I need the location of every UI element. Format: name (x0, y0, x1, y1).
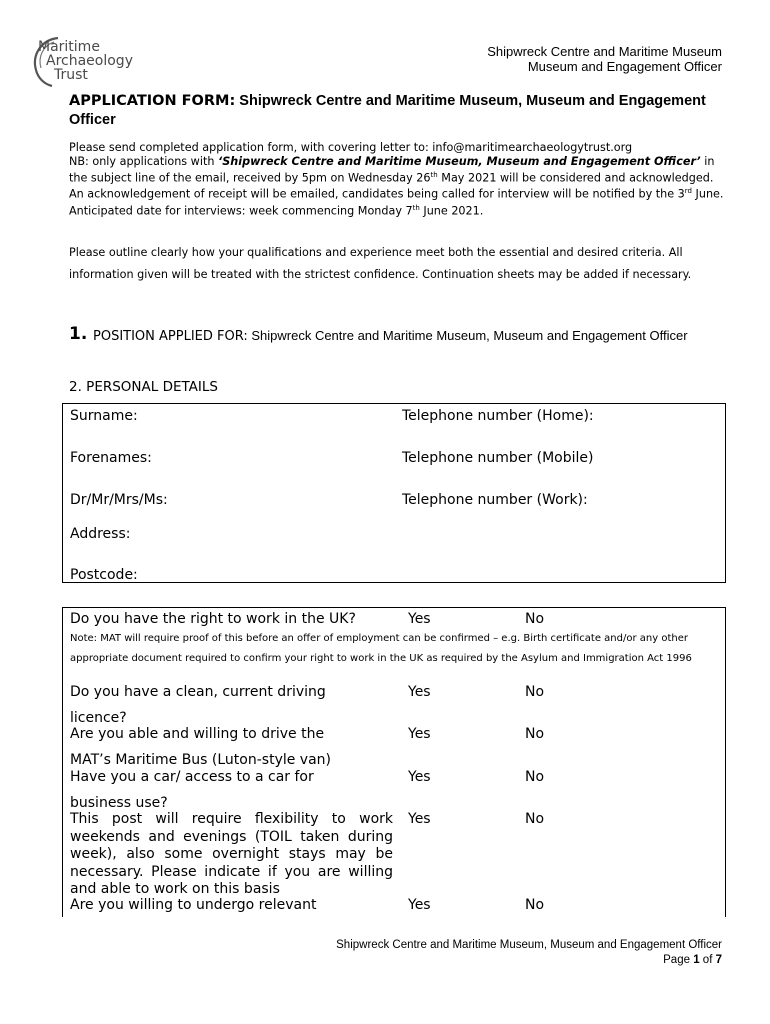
position-label: POSITION APPLIED FOR: (93, 329, 248, 344)
eligibility-questions-box (62, 607, 726, 917)
flexibility-yes[interactable]: Yes (408, 811, 431, 827)
drive-bus-no[interactable]: No (525, 726, 545, 742)
intro-line1: Please send completed application form, with covering letter to: info@maritimearchaeologytrust.org (69, 141, 633, 154)
nb-mid: in the subject line of the email, received by 5pm on Wednesday 26 (69, 154, 715, 185)
title-field[interactable]: Dr/Mr/Mrs/Ms: (70, 492, 168, 508)
page-total: 7 (715, 954, 722, 966)
title-rest: Shipwreck Centre and Maritime Museum, Museum and Engagement Officer (69, 93, 706, 128)
trust-logo (28, 34, 146, 88)
section-personal-title: 2. PERSONAL DETAILS (69, 379, 218, 395)
drive-bus-question-line1: Are you able and willing to drive the (70, 726, 325, 742)
sup-rd: rd (684, 187, 692, 196)
checks-yes[interactable]: Yes (408, 897, 431, 913)
flexibility-question: This post will require flexibility to work weekends and evenings (TOIL taken during week), also some overnight stays may be necessary. Please indicate if you are willing and able to work on this basis (70, 811, 393, 897)
car-access-question-line1: Have you a car/ access to a car for (70, 769, 314, 785)
personal-details-box (62, 403, 726, 583)
page-prefix: Page (663, 954, 694, 966)
car-access-question-line2: business use? (70, 795, 168, 811)
page-current: 1 (693, 954, 700, 966)
logo-text-line3: Trust (54, 67, 88, 83)
driving-licence-question-line1: Do you have a clean, current driving (70, 684, 326, 700)
checks-no[interactable]: No (525, 897, 545, 913)
page-footer (336, 938, 722, 968)
driving-licence-question-line2: licence? (70, 710, 127, 726)
position-applied (93, 327, 733, 345)
section1-number: 1. (69, 324, 88, 344)
logo-text-line1: Maritime (38, 39, 100, 55)
checks-question: Are you willing to undergo relevant (70, 897, 317, 913)
drive-bus-question-line2: MAT’s Maritime Bus (Luton-style van) (70, 752, 332, 768)
intro-nb (69, 155, 725, 218)
nb-mid3: June. Anticipated date for interviews: week commencing Monday 7 (69, 187, 724, 218)
tel-home-field[interactable]: Telephone number (Home): (402, 408, 594, 424)
footer-line1: Shipwreck Centre and Maritime Museum, Museum and Engagement Officer (336, 939, 722, 951)
header-line2: Museum and Engagement Officer (527, 59, 722, 74)
page-number (336, 953, 722, 968)
title-lead: APPLICATION FORM: (69, 93, 236, 109)
address-field[interactable]: Address: (70, 526, 131, 542)
header-line1: Shipwreck Centre and Maritime Museum (487, 44, 722, 59)
form-title (69, 92, 729, 130)
intro-paragraph (69, 141, 725, 218)
right-to-work-note: Note: MAT will require proof of this before an offer of employment can be confirmed – e.g. Birth certificate and/or any other appropriate document required to confirm your right to work in the UK as required by the Asylum and Immigration Act 1996 (70, 633, 692, 664)
forenames-field[interactable]: Forenames: (70, 450, 152, 466)
nb-end: June 2021. (419, 204, 484, 218)
nb-subject: ‘Shipwreck Centre and Maritime Museum, Museum and Engagement Officer’ (217, 154, 701, 168)
surname-field[interactable]: Surname: (70, 408, 138, 424)
car-access-no[interactable]: No (525, 769, 545, 785)
sup-th2: th (412, 203, 420, 212)
postcode-field[interactable]: Postcode: (70, 567, 138, 583)
nb-mid2: May 2021 will be considered and acknowledged. An acknowledgement of receipt will be emailed, candidates being called for interview will be notified by the 3 (69, 171, 714, 201)
driving-licence-yes[interactable]: Yes (408, 684, 431, 700)
car-access-yes[interactable]: Yes (408, 769, 431, 785)
outline-paragraph: Please outline clearly how your qualifications and experience meet both the essential and desired criteria. All information given will be treated with the strictest confidence. Continuation sheets may be added if necessary. (69, 246, 692, 281)
driving-licence-no[interactable]: No (525, 684, 545, 700)
right-to-work-question: Do you have the right to work in the UK? (70, 611, 356, 627)
position-value: Shipwreck Centre and Maritime Museum, Museum and Engagement Officer (247, 328, 688, 343)
right-to-work-no[interactable]: No (525, 611, 545, 627)
sup-th1: th (430, 170, 438, 179)
logo-text-line2: Archaeology (46, 53, 133, 69)
tel-mobile-field[interactable]: Telephone number (Mobile) (402, 450, 594, 466)
right-to-work-yes[interactable]: Yes (408, 611, 431, 627)
drive-bus-yes[interactable]: Yes (408, 726, 431, 742)
flexibility-no[interactable]: No (525, 811, 545, 827)
page-header (487, 44, 722, 74)
nb-prefix: NB: only applications with (69, 154, 218, 168)
page-of: of (699, 954, 716, 966)
tel-work-field[interactable]: Telephone number (Work): (402, 492, 588, 508)
